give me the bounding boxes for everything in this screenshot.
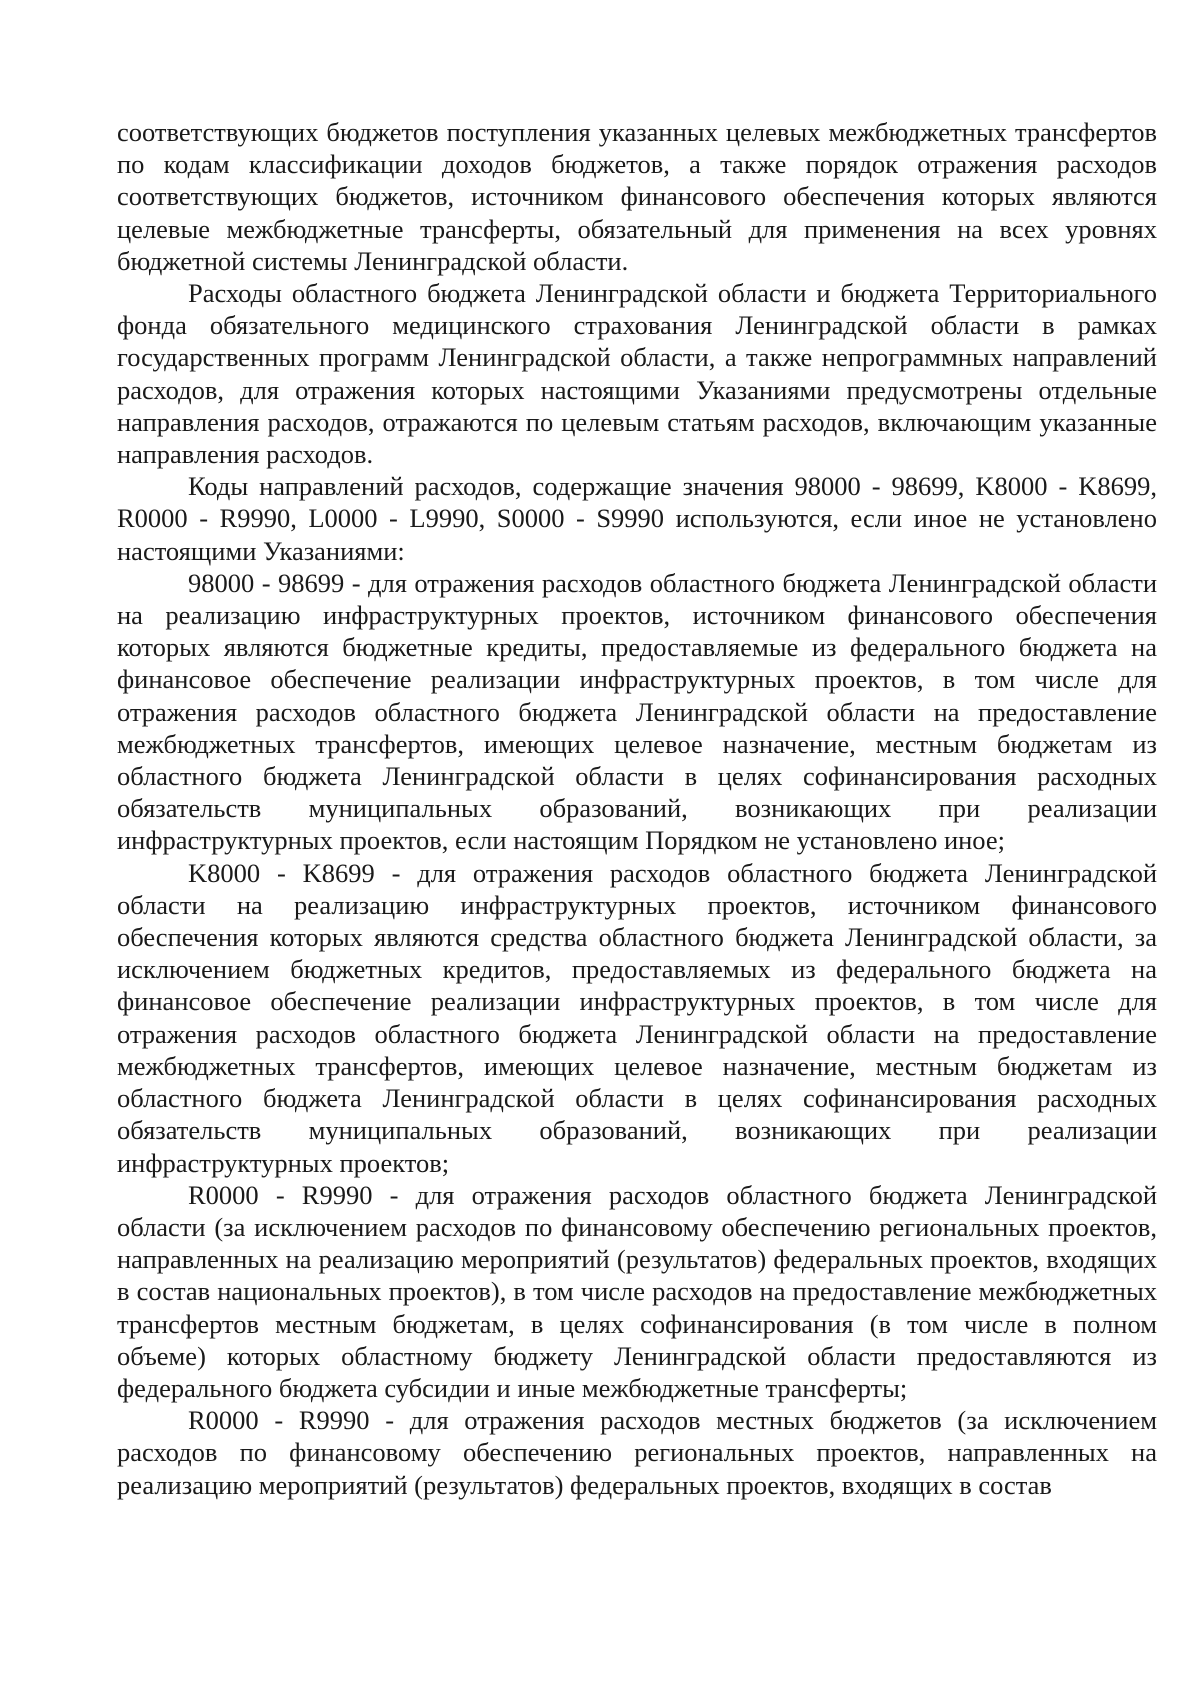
paragraph-code-r0000-regional: R0000 - R9990 - для отражения расходов областного бюджета Ленинградской области (за исключением расходов по финансовому обеспечению региональных проектов, направленных на реализацию мероприятий (результатов) федеральных проектов, входящих в состав национальных проектов), в том числе расходов на предоставление межбюджетных трансфертов местным бюджетам, в целях софинансирования (в том числе в полном объеме) которых областному бюджету Ленинградской области предоставляются из федерального бюджета субсидии и иные межбюджетные трансферты; — [117, 1179, 1157, 1403]
paragraph-expenditures-regional-budget: Расходы областного бюджета Ленинградской области и бюджета Территориального фонда обязательного медицинского страхования Ленинградской области в рамках государственных программ Ленинградской области, а также непрограммных направлений расходов, для отражения которых настоящими Указаниями предусмотрены отдельные направления расходов, отражаются по целевым статьям расходов, включающим указанные направления расходов. — [117, 278, 1157, 470]
paragraph-code-r0000-local: R0000 - R9990 - для отражения расходов местных бюджетов (за исключением расходов по финансовому обеспечению региональных проектов, направленных на реализацию мероприятий (результатов) федеральных проектов, входящих в состав — [117, 1405, 1157, 1500]
paragraph-continuation: соответствующих бюджетов поступления указанных целевых межбюджетных трансфертов по кодам классификации доходов бюджетов, а также порядок отражения расходов соответствующих бюджетов, источником финансового обеспечения которых являются целевые межбюджетные трансферты, обязательный для применения на всех уровнях бюджетной системы Ленинградской области. — [117, 117, 1157, 276]
paragraph-expenditure-codes: Коды направлений расходов, содержащие значения 98000 - 98699, K8000 - K8699, R0000 - R9990, L0000 - L9990, S0000 - S9990 используются, если иное не установлено настоящими Указаниями: — [117, 471, 1157, 566]
paragraph-code-k8000: K8000 - K8699 - для отражения расходов областного бюджета Ленинградской области на реализацию инфраструктурных проектов, источником финансового обеспечения которых являются средства областного бюджета Ленинградской области, за исключением бюджетных кредитов, предоставляемых из федерального бюджета на финансовое обеспечение реализации инфраструктурных проектов, в том числе для отражения расходов областного бюджета Ленинградской области на предоставление межбюджетных трансфертов, имеющих целевое назначение, местным бюджетам из областного бюджета Ленинградской области в целях софинансирования расходных обязательств муниципальных образований, возникающих при реализации инфраструктурных проектов; — [117, 857, 1157, 1178]
paragraph-code-98000: 98000 - 98699 - для отражения расходов областного бюджета Ленинградской области на реализацию инфраструктурных проектов, источником финансового обеспечения которых являются бюджетные кредиты, предоставляемые из федерального бюджета на финансовое обеспечение реализации инфраструктурных проектов, в том числе для отражения расходов областного бюджета Ленинградской области на предоставление межбюджетных трансфертов, имеющих целевое назначение, местным бюджетам из областного бюджета Ленинградской области в целях софинансирования расходных обязательств муниципальных образований, возникающих при реализации инфраструктурных проектов, если настоящим Порядком не установлено иное; — [117, 567, 1157, 856]
document-text-body — [117, 116, 1157, 1501]
